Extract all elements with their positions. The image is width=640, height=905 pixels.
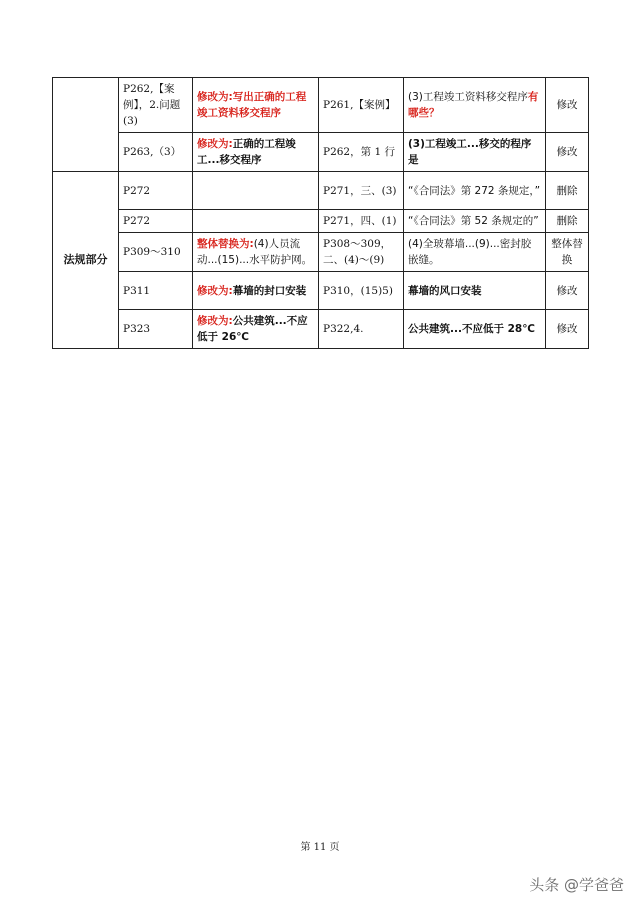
table-row bbox=[53, 210, 589, 233]
old-location-cell: P272 bbox=[119, 210, 193, 233]
new-location-cell: P262，第 1 行 bbox=[319, 133, 404, 172]
new-content-cell: (4)全玻幕墙...(9)...密封胶嵌缝。 bbox=[404, 233, 546, 272]
action-cell: 修改 bbox=[546, 272, 589, 310]
old-content-cell bbox=[193, 78, 319, 133]
edit-text: (4)人员流动...(15)...水平防护网。 bbox=[197, 238, 313, 266]
page-number: 第 11 页 bbox=[300, 842, 340, 853]
watermark: 头条 @学爸爸 bbox=[529, 876, 624, 894]
new-red-text: 有哪些？ bbox=[408, 91, 539, 119]
new-location-cell: P271，四、(1) bbox=[319, 210, 404, 233]
old-content-cell bbox=[193, 310, 319, 349]
table-row bbox=[53, 172, 589, 210]
old-content-cell bbox=[193, 172, 319, 210]
old-location-cell: P262,【案例】，2.问题(3) bbox=[119, 78, 193, 133]
edit-prefix: 修改为: bbox=[197, 91, 233, 103]
table-row bbox=[53, 78, 589, 133]
new-content-cell: 公共建筑...不应低于 28℃ bbox=[404, 310, 546, 349]
new-content-cell: 幕墙的风口安装 bbox=[404, 272, 546, 310]
action-cell: 修改 bbox=[546, 310, 589, 349]
new-content-cell: “《合同法》第 52 条规定的” bbox=[404, 210, 546, 233]
old-content-cell bbox=[193, 233, 319, 272]
old-content-cell bbox=[193, 272, 319, 310]
action-cell: 删除 bbox=[546, 172, 589, 210]
old-content-cell bbox=[193, 210, 319, 233]
action-cell: 删除 bbox=[546, 210, 589, 233]
new-location-cell: P261,【案例】 bbox=[319, 78, 404, 133]
table-row bbox=[53, 133, 589, 172]
old-location-cell: P323 bbox=[119, 310, 193, 349]
edit-text: 幕墙的封口安装 bbox=[232, 284, 307, 297]
new-content-cell bbox=[404, 78, 546, 133]
table-row bbox=[53, 233, 589, 272]
action-cell: 修改 bbox=[546, 78, 589, 133]
section-cell bbox=[53, 78, 119, 172]
old-location-cell: P311 bbox=[119, 272, 193, 310]
edit-prefix: 修改为: bbox=[197, 284, 233, 297]
errata-table bbox=[52, 77, 589, 349]
old-location-cell: P272 bbox=[119, 172, 193, 210]
new-content-cell: (3)工程竣工...移交的程序是 bbox=[404, 133, 546, 172]
new-location-cell: P310，(15)5) bbox=[319, 272, 404, 310]
action-cell: 整体替换 bbox=[546, 233, 589, 272]
new-location-cell: P271，三、(3) bbox=[319, 172, 404, 210]
new-text: (3)工程竣工资料移交程序 bbox=[408, 91, 528, 103]
edit-text: 正确的工程竣工...移交程序 bbox=[197, 138, 296, 166]
new-location-cell: P308～309，二、(4)～(9) bbox=[319, 233, 404, 272]
edit-text: 公共建筑...不应低于 26℃ bbox=[197, 315, 308, 343]
action-cell: 修改 bbox=[546, 133, 589, 172]
new-location-cell: P322,4. bbox=[319, 310, 404, 349]
old-location-cell: P263,（3） bbox=[119, 133, 193, 172]
table-row bbox=[53, 272, 589, 310]
edit-prefix: 修改为: bbox=[197, 138, 233, 150]
section-cell: 法规部分 bbox=[53, 172, 119, 349]
old-content-cell bbox=[193, 133, 319, 172]
new-content-cell: “《合同法》第 272 条规定，” bbox=[404, 172, 546, 210]
edit-prefix: 修改为: bbox=[197, 315, 233, 327]
edit-prefix: 整体替换为: bbox=[197, 238, 254, 250]
table-row bbox=[53, 310, 589, 349]
old-location-cell: P309～310 bbox=[119, 233, 193, 272]
edit-text: 写出正确的工程竣工资料移交程序 bbox=[197, 91, 307, 119]
